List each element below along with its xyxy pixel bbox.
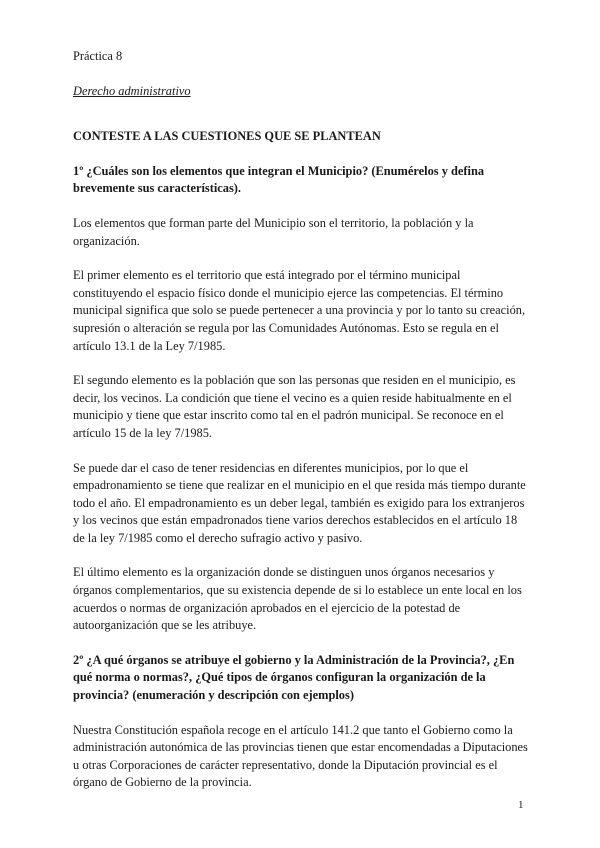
paragraph: Se puede dar el caso de tener residencias en diferentes municipios, por lo que el empadronamiento se tiene que realizar en el municipio en el que resida más tiempo durante todo el año. El empadronamiento es un deber legal, también es exigido para los extranjeros y los vecinos que están empadronados tiene varios derechos establecidos en el artículo 18 de la ley 7/1985 como el derecho sufragio activo y pasivo. [73, 460, 526, 545]
practice-label: Práctica 8 [73, 49, 123, 63]
document-page [73, 48, 528, 809]
paragraph: Nuestra Constitución española recoge en el artículo 141.2 que tanto el Gobierno como la administración autonómica de las provincias tienen que estar encomendadas a Diputaciones u otras Corporaciones de carácter representativo, donde la Diputación provincial es el órgano de Gobierno de la provincia. [73, 722, 528, 790]
subject-title: Derecho administrativo [73, 83, 191, 98]
question-2: 2º ¿A qué órganos se atribuye el gobierno y la Administración de la Provincia?, ¿En qué norma o normas?, ¿Qué tipos de órganos configuran la organización de la provincia? (enumeración y descripción con ejemplos) [73, 652, 515, 703]
paragraph: El segundo elemento es la población que son las personas que residen en el municipio, es decir, los vecinos. La condición que tiene el vecino es a quien reside habitualmente en el municipio y tiene que estar inscrito como tal en el padrón municipal. Se reconoce en el artículo 15 de la ley 7/1985. [73, 373, 516, 440]
paragraph: El primer elemento es el territorio que está integrado por el término municipal constituyendo el espacio físico donde el municipio ejerce las competencias. El término municipal significa que solo se puede pertenecer a una provincia y por lo tanto su creación, supresión o alteración se regula por las Comunidades Autónomas. Esto se regula en el artículo 13.1 de la Ley 7/1985. [73, 268, 526, 353]
main-heading: CONTESTE A LAS CUESTIONES QUE SE PLANTEAN [73, 129, 381, 144]
page-number: 1 [518, 799, 524, 811]
paragraph: El último elemento es la organización donde se distinguen unos órganos necesarios y órganos complementarios, que su existencia depende de si lo establece un ente local en los acuerdos o normas de organización aprobados en el ejercicio de la potestad de autoorganización que se les atribuye. [73, 565, 522, 633]
question-1: 1º ¿Cuáles son los elementos que integran el Municipio? (Enumérelos y defina brevemente sus características). [73, 163, 485, 196]
paragraph: Los elementos que forman parte del Municipio son el territorio, la población y la organización. [73, 215, 474, 248]
